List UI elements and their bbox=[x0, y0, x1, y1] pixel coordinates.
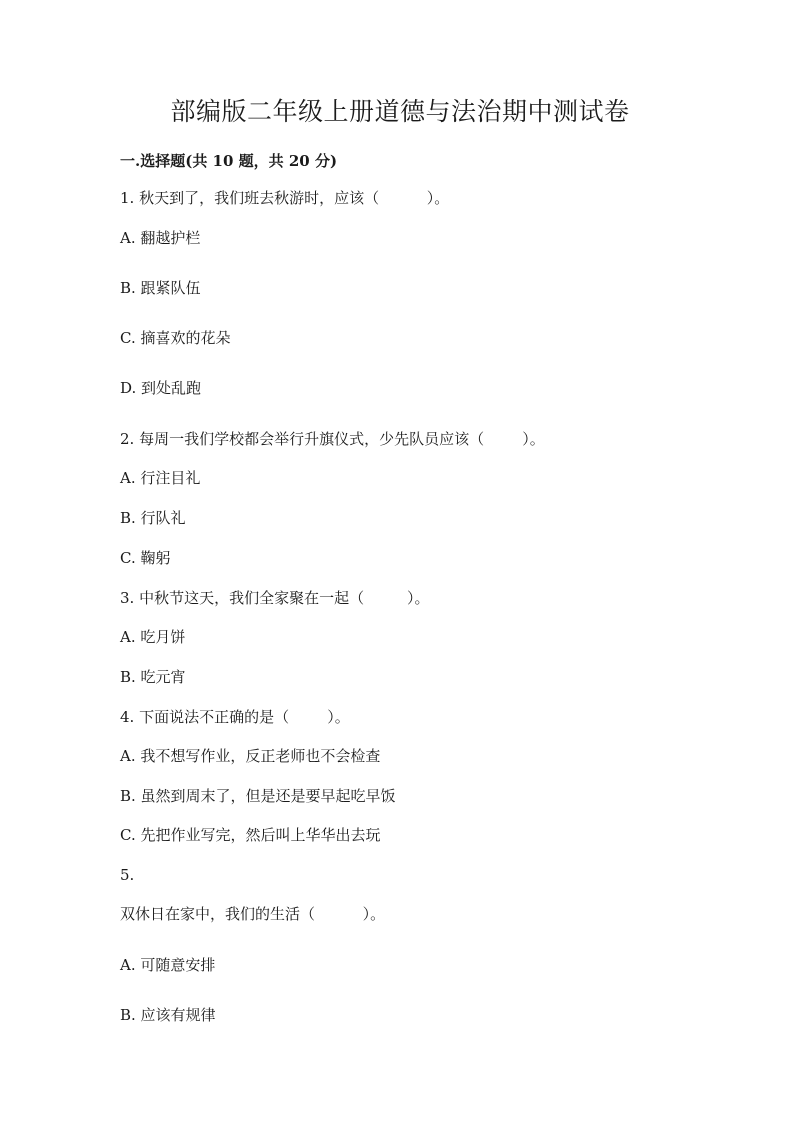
page-title: 部编版二年级上册道德与法治期中测试卷 bbox=[170, 97, 630, 126]
question-1-option-b: B. 跟紧队伍 bbox=[120, 279, 201, 297]
question-4-option-b: B. 虽然到周末了，但是还是要早起吃早饭 bbox=[120, 787, 396, 805]
question-1-option-d: D. 到处乱跑 bbox=[120, 379, 202, 397]
question-2-option-b: B. 行队礼 bbox=[120, 509, 186, 527]
question-5: 双休日在家中，我们的生活（ ）。 bbox=[120, 905, 386, 923]
question-2-option-a: A. 行注目礼 bbox=[120, 469, 201, 487]
question-2-option-c: C. 鞠躬 bbox=[120, 549, 171, 567]
question-4-option-c: C. 先把作业写完，然后叫上华华出去玩 bbox=[120, 826, 381, 844]
question-2: 2. 每周一我们学校都会举行升旗仪式，少先队员应该（ ）。 bbox=[120, 430, 545, 448]
question-3-option-b: B. 吃元宵 bbox=[120, 668, 186, 686]
question-1: 1. 秋天到了，我们班去秋游时，应该（ ）。 bbox=[120, 189, 450, 207]
question-1-option-c: C. 摘喜欢的花朵 bbox=[120, 329, 231, 347]
question-5-number: 5. bbox=[120, 866, 135, 884]
section-heading: 一.选择题(共 10 题，共 20 分) bbox=[120, 152, 338, 170]
question-5-option-b: B. 应该有规律 bbox=[120, 1006, 216, 1024]
question-3: 3. 中秋节这天，我们全家聚在一起（ ）。 bbox=[120, 589, 430, 607]
question-4: 4. 下面说法不正确的是（ ）。 bbox=[120, 708, 350, 726]
question-4-option-a: A. 我不想写作业，反正老师也不会检查 bbox=[120, 747, 381, 765]
question-5-option-a: A. 可随意安排 bbox=[120, 956, 216, 974]
question-3-option-a: A. 吃月饼 bbox=[120, 628, 186, 646]
question-1-option-a: A. 翻越护栏 bbox=[120, 229, 201, 247]
